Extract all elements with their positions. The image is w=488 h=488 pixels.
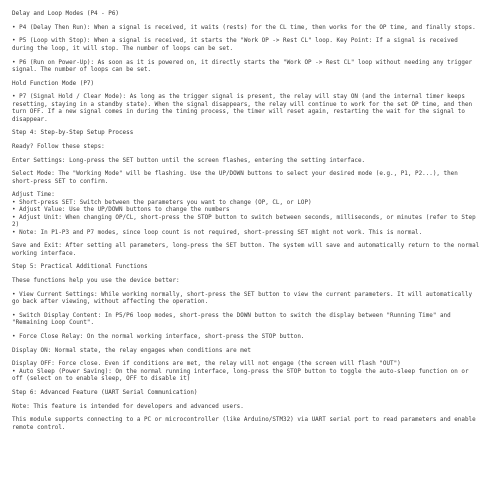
save-exit-step: Save and Exit: After setting all parameters, long-press the SET button. The system will save and automatically return to the normal working interface. [12, 243, 483, 257]
adjust-time-item: • Adjust Value: Use the UP/DOWN buttons to change the numbers [12, 207, 230, 214]
section-heading-hold-function: Hold Function Mode (P7) [12, 80, 95, 87]
mode-p7-description: • P7 (Signal Hold / Clear Mode): As long as the trigger signal is present, the relay will stay ON (and the internal timer keeps resetting, staying in a standby state). When the signal disappears, the relay will continue to work for the set OP time, and then turn OFF. If a new signal comes in during the timing process, the timer will reset again, restarting the wait for the signal to disappear. [12, 94, 476, 123]
display-off-state: Display OFF: Force close. Even if conditions are met, the relay will not engage (the screen will flash "OUT") [12, 361, 401, 368]
adjust-time-item: • Adjust Unit: When changing OP/CL, short-press the STOP button to switch between seconds, milliseconds, or minutes (refer to Step 2) [12, 214, 480, 229]
developer-note: Note: This feature is intended for developers and advanced users. [12, 403, 244, 410]
force-close-function: • Force Close Relay: On the normal working interface, short-press the STOP button. [12, 333, 305, 340]
section-heading-step-4: Step 4: Step-by-Step Setup Process [12, 130, 134, 137]
select-mode-step: Select Mode: The "Working Mode" will be flashing. Use the UP/DOWN buttons to select your desired mode (e.g., P1, P2...), then short-press SET to confirm. [12, 171, 462, 185]
mode-p4-description: • P4 (Delay Then Run): When a signal is received, it waits (rests) for the CL time, then works for the OP time, and finally stops. [12, 24, 476, 31]
display-on-state: Display ON: Normal state, the relay engages when conditions are met [12, 347, 251, 354]
auto-sleep-function: • Auto Sleep (Power Saving): On the normal running interface, long-press the STOP button to toggle the auto-sleep function on or off (select on to enable sleep, OFF to disable it) [12, 368, 473, 383]
section-heading-delay-loop-modes: Delay and Loop Modes (P4 - P6) [12, 11, 119, 17]
adjust-time-item: • Note: In P1-P3 and P7 modes, since loop count is not required, short-pressing SET might not work. This is normal. [12, 229, 423, 236]
mode-p6-description: • P6 (Run on Power-Up): As soon as it is powered on, it directly starts the "Work OP -> Rest CL" loop without needing any trigger signal. The number of loops can be set. [12, 59, 476, 73]
enter-settings-step: Enter Settings: Long-press the SET button until the screen flashes, entering the setting interface. [12, 157, 366, 164]
functions-intro: These functions help you use the device better: [12, 278, 180, 285]
adjust-time-title: Adjust Time: [12, 192, 55, 199]
section-heading-step-6: Step 6: Advanced Feature (UART Serial Communication) [12, 389, 198, 396]
switch-display-function: • Switch Display Content: In P5/P6 loop modes, short-press the DOWN button to switch the display between "Running Time" and "Remaining Loop Count". [12, 312, 455, 327]
uart-description: This module supports connecting to a PC or microcontroller (like Arduino/STM32) via UART serial port to read parameters and enable remote control. [12, 417, 480, 431]
ready-prompt: Ready? Follow these steps: [12, 143, 105, 150]
mode-p5-description: • P5 (Loop with Stop): When a signal is received, it starts the "Work OP -> Rest CL" loop. Key Point: If a signal is received during the loop, it will stop. The number of loops can be set. [12, 38, 462, 52]
adjust-time-item: • Short-press SET: Switch between the parameters you want to change (OP, CL, or LOP) [12, 199, 312, 206]
section-heading-step-5: Step 5: Practical Additional Functions [12, 264, 148, 271]
view-settings-function: • View Current Settings: While working normally, short-press the SET button to view the current parameters. It will automatically go back after viewing, without affecting the operation. [12, 291, 476, 306]
